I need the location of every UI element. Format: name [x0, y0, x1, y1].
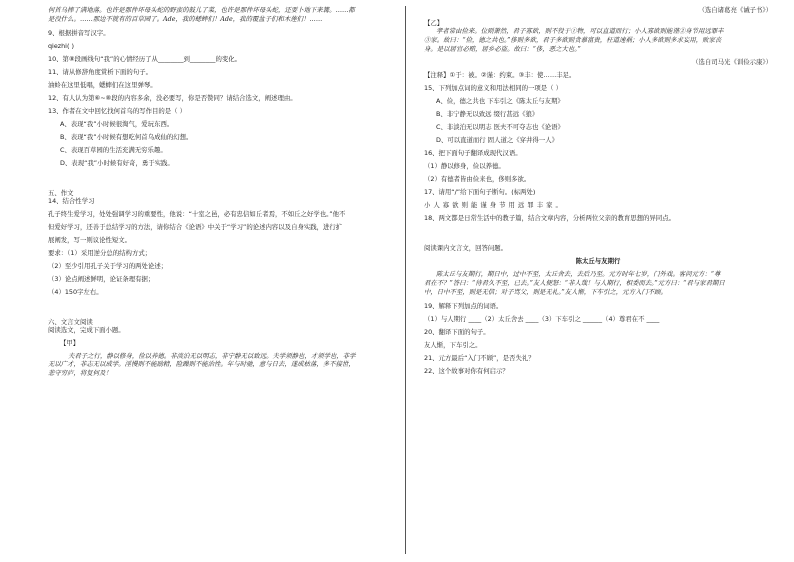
- question-22: 22、这个故事对你有何启示？: [424, 366, 509, 375]
- question-14: 14、结合性学习: [48, 196, 95, 205]
- question-14-prompt-line-2: 但爱好学习，还善于总结学习的方法，请你结合《论语》中关于“学习”的论述内容以及自身实践，进行扩: [48, 222, 343, 231]
- passage-chen-line-3: 中，日中不至，则是无信；对子骂父，则是无礼。”友人惭，下车引之，元方入门不顾。: [424, 287, 667, 296]
- question-11-sentence: 油蛉在这里低唱，蟋蟀们在这里弹琴。: [48, 80, 157, 89]
- question-17-sentence[interactable]: [424, 201, 772, 209]
- question-19: 19、解释下列加点的词语。: [424, 301, 503, 310]
- question-16-item-2: （2）有德者皆由俭来也，侈则多欲。: [424, 175, 531, 184]
- char: 则: [461, 201, 471, 210]
- char: 欲: [452, 201, 462, 210]
- passage-chen-line-2: 君在不？”答曰：“待君久不至，已去。”友人便怒：“非人哉！与人期行，相委而去。”元方曰：“君与家君期日: [424, 279, 725, 288]
- question-14-requirement-1: 要求：（1）采用逆分总的结构方式；: [48, 248, 152, 257]
- char: 用: [508, 201, 518, 210]
- passage-jia-line-2: 无以广才，非志无以成学。淫慢则不能励精，险躁则不能治性。年与时驰，意与日去，遂成枯落，多不接世，: [48, 360, 355, 369]
- left-column: [48, 6, 396, 378]
- char: 身: [489, 201, 500, 210]
- question-20-sentence: 友人惭，下车引之。: [424, 340, 482, 349]
- char: 罪: [527, 201, 537, 210]
- section-5-heading: 五、作文: [48, 188, 74, 197]
- reading-passage-tail-line-1: 何首乌摔了满地落。也许是那件坏母头蛇的野蛮的鼓儿了菜，也许是那件坏母头蛇，还要卜地下来篝。……都: [48, 6, 355, 14]
- char: 家: [546, 201, 556, 210]
- question-15-option-a: A、俭，德之共也 下车引之《陈太丘与友期》: [436, 97, 564, 106]
- question-13-option-a: A、表现“我”小时候很淘气，爱玩东西。: [60, 119, 174, 128]
- passage-jia-line-1: 夫君子之行，静以修身，俭以养德。非淡泊无以明志，非宁静无以致远。夫学须静也，才须学也，非学: [68, 351, 356, 360]
- question-19-items[interactable]: （1）与人期行 ____（2）太丘舍去 ____（3）下车引之 ______（4）尊君在不 ____: [424, 314, 660, 323]
- char: 谨: [480, 201, 490, 210]
- char: 能: [470, 201, 481, 210]
- char: 寡: [442, 201, 453, 210]
- question-17: 17、请用“/”给下面句子断句。(标两处): [424, 188, 536, 197]
- passage-title: 陈太丘与友期行: [575, 257, 621, 266]
- passage-jia-label: 【甲】: [60, 338, 80, 347]
- section-6-instruction: 阅读选文，完成下面小题。: [48, 325, 125, 334]
- question-9-pinyin[interactable]: qiezhi( ): [48, 41, 74, 50]
- source-citation-1: （选自诸葛亮《诫子书》）: [698, 6, 772, 14]
- passage-yi-line-2: ③家。故曰：“俭，德之共也。”侈则多欲，君子多欲则贪慕富贵，枉道速祸；小人多欲则多求妄用，败家丧: [424, 35, 722, 44]
- passage-yi-line-3: 身。是以居官必贿，居乡必盗。故曰：“侈，恶之大也。”: [424, 44, 581, 53]
- question-14-prompt-line-3: 展阐发，写一则议论性短文。: [48, 235, 132, 244]
- char: 丰: [536, 201, 547, 210]
- question-16: 16、把下面句子翻译成现代汉语。: [424, 149, 522, 158]
- column-divider: [405, 6, 406, 554]
- question-14-requirement-4: （4）150字左右。: [48, 287, 103, 296]
- question-15-option-d: D、可以直道而行 固人道之《穿井得一人》: [436, 136, 558, 145]
- question-20: 20、翻译下面的句子。: [424, 327, 490, 336]
- passage-yi-label: 【乙】: [424, 19, 444, 27]
- reading-passage-tail-line-2: 是没什么。……那边不就有的百草园了。Ade，我的蟋蟀们！Ade，我的覆盆子们和木莲们！……: [48, 14, 323, 23]
- char: 小: [424, 201, 434, 210]
- section-6-heading: 六、文言文阅读: [48, 317, 93, 326]
- question-13-option-d: D、表现“我”小时候有好奇，勇于实践。: [60, 158, 174, 167]
- question-13-option-c: C、表现百草园的生活充满无穷乐趣。: [60, 145, 167, 154]
- question-13-option-b: B、表现“我”小时候有想吃何首乌成仙的幻想。: [60, 132, 193, 141]
- right-column: [424, 6, 772, 375]
- source-citation-2: （选自司马光《训俭示康》）: [692, 58, 772, 67]
- annotation-notes: 【注释】①于：被。②谨：约束。③丰：使……丰足。: [424, 71, 576, 80]
- question-15-option-c: C、非淡泊无以明志 医夫不可夺志也《论语》: [436, 123, 564, 132]
- question-14-requirement-3: （3）论点阐述鲜明，论证条理有据；: [48, 274, 155, 283]
- question-15: 15、下列加点词的意义和用法相同的一项是（ ）: [424, 84, 562, 93]
- question-21: 21、元方最后“入门不顾”，是否失礼？: [424, 353, 535, 362]
- passage-jia-line-3: 悲守穷庐，将复何及！: [48, 369, 112, 378]
- question-12: 12、有人认为第⑥~⑧段的内容多余，没必要写，你是否赞同？请结合选文，阐述理由。: [48, 93, 297, 102]
- question-16-item-1: （1）静以修身，俭以养德。: [424, 162, 505, 171]
- char: 人: [433, 201, 443, 210]
- passage-yi-line-1: 孝者常由俭来。位则萧然，君子寡欲，则不役于①物，可以直道而行；小人寡欲则能谨②身节用远罪丰: [436, 27, 724, 35]
- char: 。: [555, 201, 565, 210]
- char: 远: [517, 201, 528, 210]
- char: 节: [499, 201, 509, 210]
- question-13: 13、作者在文中回忆找何首乌的写作目的是（ ）: [48, 106, 186, 115]
- passage-chen-line-1: 陈太丘与友期行，期日中，过中不至，太丘舍去，去后乃至。元方时年七岁，门外戏。客问元方：“尊: [436, 270, 721, 279]
- question-14-requirement-2: （2）至少引用孔子关于学习的两处论述；: [48, 261, 168, 270]
- question-18: 18、两文都是日常生活中的教子篇，结合文章内容，分析两位父亲的教育思想的异同点。: [424, 214, 675, 223]
- question-15-option-b: B、非宁静无以致远 缀行甚远《狼》: [436, 110, 539, 119]
- question-9: 9、根据拼音写汉字。: [48, 28, 110, 37]
- reading-instruction: 阅读课内文言文，回答问题。: [424, 244, 508, 253]
- question-11: 11、请从修辞角度赏析下面的句子。: [48, 67, 152, 76]
- question-10: 10、第⑧段画线句“我”的心情经历了从________到________的变化。: [48, 54, 242, 63]
- question-14-prompt-line-1: 孔子终生爱学习，处处强调学习的重要性，他说：“十室之邑，必有忠信如丘者焉，不如丘之好学也。”他不: [48, 209, 346, 218]
